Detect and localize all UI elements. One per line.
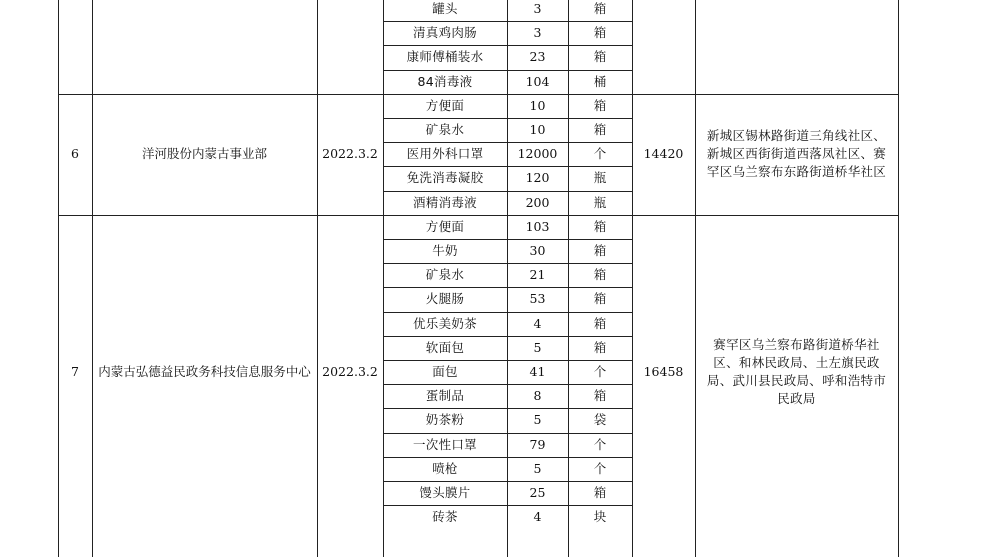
row-number: 6: [71, 146, 79, 162]
total-value: [632, 0, 695, 94]
item-name: 一次性口罩: [412, 436, 477, 452]
item-name: 方便面: [425, 97, 465, 113]
item-name: 矿泉水: [425, 267, 465, 283]
item-quantity: 200: [525, 194, 550, 210]
item-quantity: 10: [529, 97, 546, 113]
item-name: 蛋制品: [425, 388, 465, 404]
total-value: 14420: [643, 146, 684, 162]
item-unit: 箱: [593, 218, 607, 234]
item-name: 面包: [432, 364, 458, 380]
item-unit: 个: [593, 364, 607, 380]
item-unit: 箱: [593, 291, 607, 307]
total-value: 16458: [643, 364, 684, 380]
item-quantity: 79: [529, 436, 546, 452]
item-quantity: 41: [529, 364, 546, 380]
item-quantity: 25: [529, 485, 546, 501]
item-name: 医用外科口罩: [406, 146, 484, 162]
item-unit: 袋: [593, 412, 607, 428]
row-number: [58, 0, 92, 94]
item-name: 软面包: [425, 339, 465, 355]
item-unit: 箱: [593, 49, 607, 65]
item-unit: 瓶: [593, 194, 607, 210]
item-unit: 个: [593, 436, 607, 452]
item-unit: 箱: [593, 388, 607, 404]
item-unit: 个: [593, 460, 607, 476]
item-name: 方便面: [425, 218, 465, 234]
item-unit: 箱: [593, 1, 607, 17]
item-name: 清真鸡肉肠: [412, 25, 477, 41]
item-name: 罐头: [432, 1, 458, 17]
donor-name: 洋河股份内蒙古事业部: [141, 146, 267, 162]
item-unit: 箱: [593, 122, 607, 138]
item-quantity: 3: [533, 25, 542, 41]
item-quantity: 12000: [517, 146, 558, 162]
item-name: 馒头膜片: [419, 485, 471, 501]
item-quantity: 5: [533, 460, 542, 476]
item-unit: 块: [593, 509, 607, 525]
donor-name: 内蒙古弘德益民政务科技信息服务中心: [98, 364, 311, 380]
item-unit: 箱: [593, 243, 607, 259]
item-quantity: 23: [529, 49, 546, 65]
item-quantity: 4: [533, 315, 542, 331]
item-quantity: 21: [529, 267, 546, 283]
row-number: 7: [71, 364, 79, 380]
recipient-units: 新城区锡林路街道三角线社区、新城区西街街道西落凤社区、赛罕区乌兰察布东路街道桥华社区: [706, 128, 887, 180]
item-quantity: 3: [533, 1, 542, 17]
item-quantity: 5: [533, 339, 542, 355]
item-unit: 箱: [593, 339, 607, 355]
donation-date: 2022.3.2: [322, 364, 378, 380]
item-name: 矿泉水: [425, 122, 465, 138]
item-quantity: 103: [525, 218, 550, 234]
item-unit: 箱: [593, 267, 607, 283]
recipient-units: 赛罕区乌兰察布路街道桥华社区、和林民政局、土左旗民政局、武川县民政局、呼和浩特市民政局: [706, 337, 887, 407]
item-unit: 箱: [593, 485, 607, 501]
item-unit: 个: [593, 146, 607, 162]
donor-name: [92, 0, 317, 94]
recipient-units: [695, 0, 898, 94]
item-name: 奶茶粉: [425, 412, 465, 428]
item-name: 火腿肠: [425, 291, 465, 307]
item-quantity: 120: [525, 170, 550, 186]
item-quantity: 104: [525, 73, 550, 89]
item-name: 牛奶: [432, 243, 458, 259]
item-quantity: 8: [533, 388, 542, 404]
item-name: 砖茶: [432, 509, 458, 525]
item-name: 喷枪: [432, 460, 458, 476]
item-quantity: 5: [533, 412, 542, 428]
item-quantity: 10: [529, 122, 546, 138]
item-name: 酒精消毒液: [412, 194, 477, 210]
item-unit: 箱: [593, 25, 607, 41]
item-name: 康师傅桶装水: [406, 49, 484, 65]
item-name: 84消毒液: [417, 73, 473, 89]
item-quantity: 53: [529, 291, 546, 307]
item-unit: 箱: [593, 315, 607, 331]
item-quantity: 30: [529, 243, 546, 259]
item-name: 优乐美奶茶: [412, 315, 477, 331]
item-unit: 箱: [593, 97, 607, 113]
item-name: 免洗消毒凝胶: [406, 170, 484, 186]
item-quantity: 4: [533, 509, 542, 525]
item-unit: 桶: [593, 73, 607, 89]
column-border-8: [898, 0, 899, 557]
donation-date: 2022.3.2: [322, 146, 378, 162]
item-unit: 瓶: [593, 170, 607, 186]
donation-date: [317, 0, 383, 94]
